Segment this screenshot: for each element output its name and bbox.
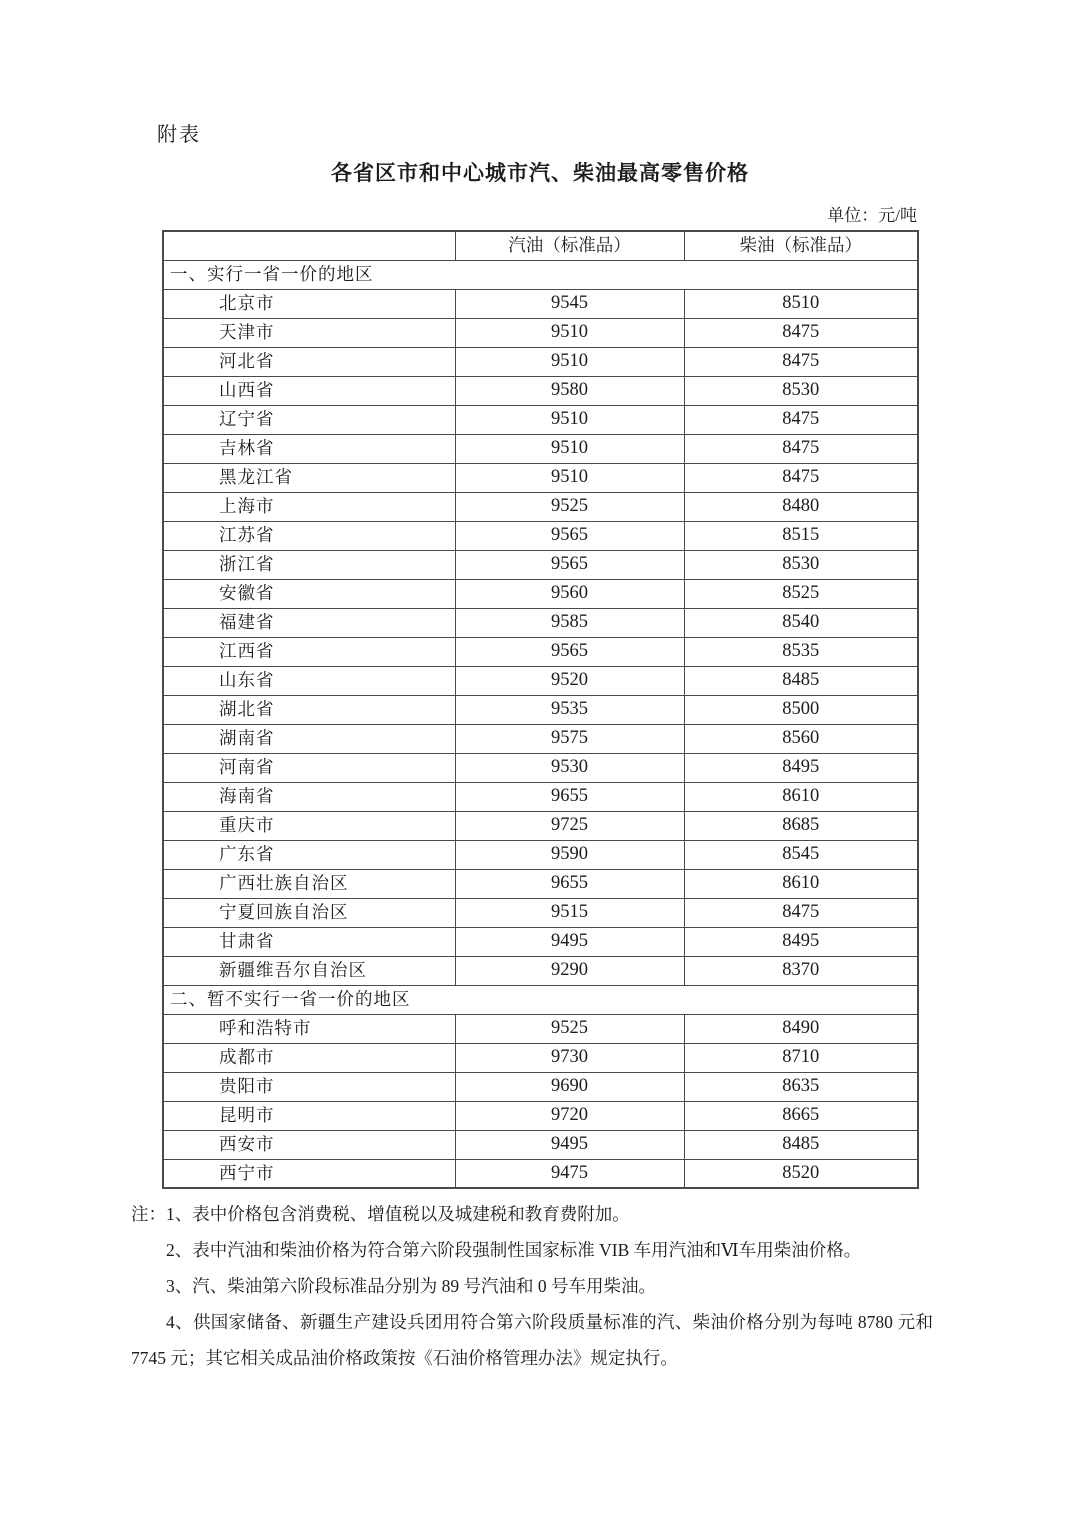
table-row — [163, 1043, 918, 1072]
region-name: 湖北省 — [163, 695, 455, 724]
gasoline-price: 9590 — [455, 840, 684, 869]
diesel-price: 8475 — [684, 463, 918, 492]
gasoline-price: 9530 — [455, 753, 684, 782]
table-row — [163, 753, 918, 782]
gasoline-price: 9725 — [455, 811, 684, 840]
region-name: 新疆维吾尔自治区 — [163, 956, 455, 985]
table-row — [163, 318, 918, 347]
diesel-price: 8495 — [684, 927, 918, 956]
diesel-price: 8475 — [684, 405, 918, 434]
table-row — [163, 1072, 918, 1101]
table-row — [163, 811, 918, 840]
table-row — [163, 724, 918, 753]
gasoline-price: 9475 — [455, 1159, 684, 1188]
table-row — [163, 1014, 918, 1043]
diesel-price: 8530 — [684, 376, 918, 405]
table-row — [163, 1101, 918, 1130]
gasoline-price: 9565 — [455, 550, 684, 579]
diesel-price: 8685 — [684, 811, 918, 840]
region-name: 江西省 — [163, 637, 455, 666]
region-name: 浙江省 — [163, 550, 455, 579]
table-row — [163, 492, 918, 521]
table-row — [163, 695, 918, 724]
table-row — [163, 405, 918, 434]
gasoline-price: 9565 — [455, 637, 684, 666]
section-header-row — [163, 985, 918, 1014]
region-name: 西安市 — [163, 1130, 455, 1159]
region-name: 山东省 — [163, 666, 455, 695]
table-header-row — [163, 231, 918, 260]
table-row — [163, 289, 918, 318]
diesel-price: 8520 — [684, 1159, 918, 1188]
gasoline-price: 9655 — [455, 869, 684, 898]
diesel-price: 8530 — [684, 550, 918, 579]
region-name: 北京市 — [163, 289, 455, 318]
table-row — [163, 782, 918, 811]
table-row — [163, 376, 918, 405]
page-title: 各省区市和中心城市汽、柴油最高零售价格 — [331, 162, 749, 185]
table-row — [163, 550, 918, 579]
gasoline-price: 9730 — [455, 1043, 684, 1072]
table-row — [163, 927, 918, 956]
diesel-price: 8485 — [684, 1130, 918, 1159]
diesel-price: 8610 — [684, 782, 918, 811]
gasoline-price: 9520 — [455, 666, 684, 695]
diesel-price: 8515 — [684, 521, 918, 550]
diesel-price: 8665 — [684, 1101, 918, 1130]
note-4: 4、供国家储备、新疆生产建设兵团用符合第六阶段质量标准的汽、柴油价格分别为每吨 8780 元和 7745 元；其它相关成品油价格政策按《石油价格管理办法》规定执行。 — [131, 1312, 933, 1368]
diesel-price: 8500 — [684, 695, 918, 724]
region-name: 广东省 — [163, 840, 455, 869]
gasoline-price: 9525 — [455, 492, 684, 521]
gasoline-price: 9720 — [455, 1101, 684, 1130]
region-name: 黑龙江省 — [163, 463, 455, 492]
region-name: 宁夏回族自治区 — [163, 898, 455, 927]
diesel-price: 8510 — [684, 289, 918, 318]
region-name: 天津市 — [163, 318, 455, 347]
unit-label: 单位：元/吨 — [827, 206, 917, 225]
column-header-region — [163, 231, 455, 260]
region-name: 河南省 — [163, 753, 455, 782]
annex-label: 附表 — [157, 124, 201, 146]
diesel-price: 8535 — [684, 637, 918, 666]
table-row — [163, 637, 918, 666]
gasoline-price: 9495 — [455, 927, 684, 956]
table-row — [163, 463, 918, 492]
diesel-price: 8540 — [684, 608, 918, 637]
table-row — [163, 1159, 918, 1188]
table-row — [163, 579, 918, 608]
region-name: 河北省 — [163, 347, 455, 376]
table-row — [163, 521, 918, 550]
section-header: 一、实行一省一价的地区 — [163, 260, 918, 289]
diesel-price: 8610 — [684, 869, 918, 898]
diesel-price: 8635 — [684, 1072, 918, 1101]
region-name: 辽宁省 — [163, 405, 455, 434]
region-name: 成都市 — [163, 1043, 455, 1072]
table-row — [163, 347, 918, 376]
table-row — [163, 869, 918, 898]
gasoline-price: 9525 — [455, 1014, 684, 1043]
region-name: 福建省 — [163, 608, 455, 637]
section-header-row — [163, 260, 918, 289]
table-row — [163, 608, 918, 637]
column-header-gasoline: 汽油（标准品） — [455, 231, 684, 260]
diesel-price: 8475 — [684, 318, 918, 347]
region-name: 重庆市 — [163, 811, 455, 840]
diesel-price: 8485 — [684, 666, 918, 695]
table-row — [163, 956, 918, 985]
gasoline-price: 9560 — [455, 579, 684, 608]
region-name: 上海市 — [163, 492, 455, 521]
note-2: 2、表中汽油和柴油价格为符合第六阶段强制性国家标准 VIB 车用汽油和Ⅵ车用柴油价格。 — [166, 1240, 862, 1260]
table-row — [163, 1130, 918, 1159]
diesel-price: 8475 — [684, 434, 918, 463]
region-name: 呼和浩特市 — [163, 1014, 455, 1043]
diesel-price: 8545 — [684, 840, 918, 869]
diesel-price: 8370 — [684, 956, 918, 985]
note-3: 3、汽、柴油第六阶段标准品分别为 89 号汽油和 0 号车用柴油。 — [166, 1276, 656, 1296]
footnotes — [131, 1196, 933, 1376]
diesel-price: 8560 — [684, 724, 918, 753]
region-name: 海南省 — [163, 782, 455, 811]
table-row — [163, 666, 918, 695]
column-header-diesel: 柴油（标准品） — [684, 231, 918, 260]
gasoline-price: 9535 — [455, 695, 684, 724]
gasoline-price: 9575 — [455, 724, 684, 753]
fuel-price-table — [162, 230, 919, 1189]
region-name: 安徽省 — [163, 579, 455, 608]
gasoline-price: 9510 — [455, 318, 684, 347]
gasoline-price: 9565 — [455, 521, 684, 550]
region-name: 西宁市 — [163, 1159, 455, 1188]
diesel-price: 8495 — [684, 753, 918, 782]
diesel-price: 8475 — [684, 347, 918, 376]
region-name: 贵阳市 — [163, 1072, 455, 1101]
table-row — [163, 840, 918, 869]
gasoline-price: 9545 — [455, 289, 684, 318]
region-name: 吉林省 — [163, 434, 455, 463]
gasoline-price: 9510 — [455, 347, 684, 376]
region-name: 广西壮族自治区 — [163, 869, 455, 898]
gasoline-price: 9510 — [455, 463, 684, 492]
diesel-price: 8480 — [684, 492, 918, 521]
region-name: 甘肃省 — [163, 927, 455, 956]
gasoline-price: 9515 — [455, 898, 684, 927]
gasoline-price: 9510 — [455, 405, 684, 434]
gasoline-price: 9580 — [455, 376, 684, 405]
region-name: 湖南省 — [163, 724, 455, 753]
diesel-price: 8490 — [684, 1014, 918, 1043]
diesel-price: 8525 — [684, 579, 918, 608]
gasoline-price: 9690 — [455, 1072, 684, 1101]
gasoline-price: 9585 — [455, 608, 684, 637]
gasoline-price: 9495 — [455, 1130, 684, 1159]
table-row — [163, 434, 918, 463]
diesel-price: 8710 — [684, 1043, 918, 1072]
region-name: 江苏省 — [163, 521, 455, 550]
diesel-price: 8475 — [684, 898, 918, 927]
gasoline-price: 9290 — [455, 956, 684, 985]
gasoline-price: 9510 — [455, 434, 684, 463]
region-name: 昆明市 — [163, 1101, 455, 1130]
gasoline-price: 9655 — [455, 782, 684, 811]
note-1: 注：1、表中价格包含消费税、增值税以及城建税和教育费附加。 — [131, 1204, 630, 1224]
section-header: 二、暂不实行一省一价的地区 — [163, 985, 918, 1014]
table-row — [163, 898, 918, 927]
region-name: 山西省 — [163, 376, 455, 405]
